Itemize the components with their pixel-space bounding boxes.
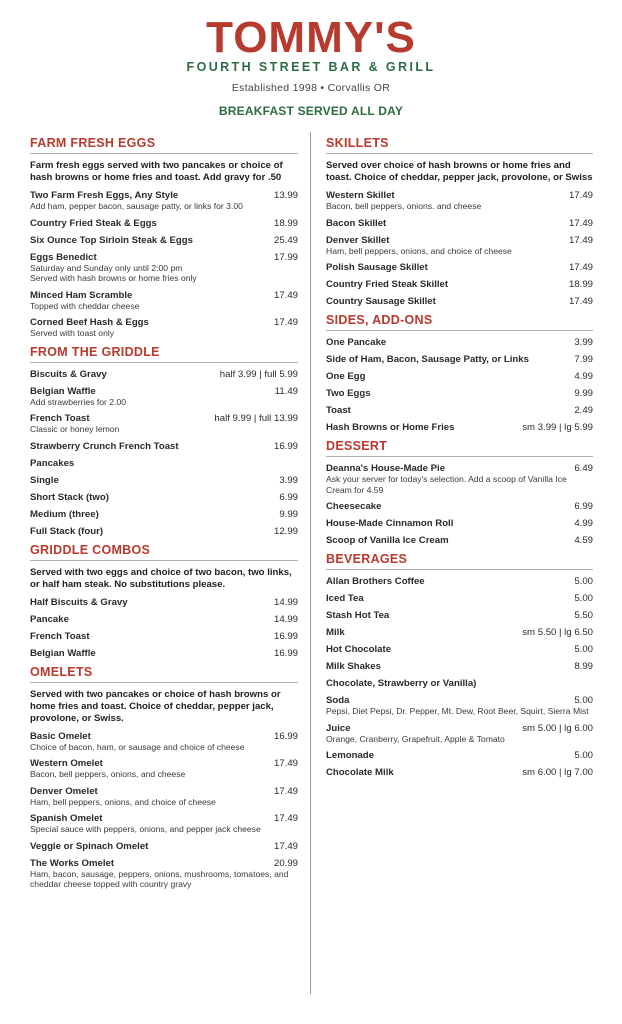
menu-item-price: 17.49 [568, 296, 593, 307]
menu-item-name: One Pancake [326, 337, 387, 348]
menu-item-price: 3.99 [279, 474, 298, 486]
menu-item-price: 9.99 [279, 508, 298, 520]
served-all-day-banner: BREAKFAST SERVED ALL DAY [218, 104, 404, 118]
menu-item-price: 8.99 [574, 661, 593, 672]
menu-item-description: Saturday and Sunday only until 2:00 pm Served with hash browns or home fries only [30, 262, 197, 283]
menu-item-name: Pancake [30, 613, 69, 625]
menu-item [30, 252, 298, 284]
menu-item [326, 337, 593, 348]
section-description: Served with two eggs and choice of two bacon, two links, or half ham steak. No substitutions please. [30, 566, 292, 590]
menu-item-row [326, 337, 593, 348]
menu-item-name: Single [30, 474, 59, 486]
menu-item-row [30, 413, 298, 424]
menu-item-row [326, 610, 593, 621]
menu-section-griddle [30, 345, 298, 537]
menu-item-price: half 3.99 | full 5.99 [219, 368, 298, 380]
menu-item [326, 296, 593, 307]
menu-item-name: Medium (three) [30, 508, 99, 520]
column-divider [310, 132, 311, 994]
menu-item-row [30, 631, 298, 642]
menu-item-name: Chocolate, Strawberry or Vanilla) [326, 678, 477, 689]
menu-item-price: 17.49 [273, 317, 298, 328]
menu-item-row [326, 661, 593, 672]
menu-item-row [30, 235, 298, 246]
menu-item-row [30, 758, 298, 769]
menu-item-row [326, 235, 593, 246]
menu-item-row [326, 354, 593, 365]
menu-item-price: 17.49 [568, 190, 593, 201]
right-column [326, 132, 593, 784]
menu-item-name: Veggie or Spinach Omelet [30, 840, 149, 852]
menu-item-price: 12.99 [273, 525, 298, 537]
menu-item-price: 17.49 [273, 758, 298, 769]
menu-item [30, 731, 298, 753]
menu-item [326, 610, 593, 621]
menu-item-name: Milk [326, 627, 345, 638]
menu-item [326, 405, 593, 416]
menu-item-row [326, 723, 593, 734]
menu-item-name: Full Stack (four) [30, 525, 104, 537]
menu-item [326, 644, 593, 655]
menu-item-row [30, 386, 298, 397]
menu-item-name: Strawberry Crunch French Toast [30, 440, 179, 452]
menu-item-name: Hash Browns or Home Fries [326, 422, 455, 433]
menu-item [326, 535, 593, 546]
menu-item-row [30, 252, 298, 263]
menu-item-row [30, 526, 298, 537]
menu-item-description: Add ham, pepper bacon, sausage patty, or links for 3.00 [30, 201, 243, 211]
section-title: SKILLETS [326, 136, 593, 154]
menu-item-row [326, 576, 593, 587]
menu-item-price: 17.49 [273, 840, 298, 852]
menu-item-price: 4.99 [574, 371, 593, 382]
menu-item-price: 6.99 [279, 491, 298, 503]
menu-item-name: Chocolate Milk [326, 767, 394, 778]
menu-item-description: Ham, bell peppers, onions, and choice of cheese [30, 796, 216, 807]
menu-item [30, 786, 298, 808]
menu-item-price: 20.99 [273, 857, 298, 869]
menu-item-price: 4.59 [574, 535, 593, 546]
menu-item-name: Half Biscuits & Gravy [30, 596, 128, 608]
menu-item-row [326, 627, 593, 638]
menu-item-name: French Toast [30, 630, 90, 642]
menu-item-name: Juice [326, 722, 351, 734]
menu-item [326, 678, 593, 689]
menu-item [30, 813, 298, 835]
menu-item [326, 463, 593, 495]
menu-item-name: Corned Beef Hash & Eggs [30, 317, 149, 328]
menu-item [30, 475, 298, 486]
menu-item-name: Basic Omelet [30, 730, 91, 742]
menu-item [30, 190, 298, 212]
menu-item-name: Short Stack (two) [30, 491, 109, 503]
menu-item-price: 9.99 [574, 388, 593, 399]
menu-item [30, 317, 298, 339]
menu-item-row [326, 405, 593, 416]
menu-item-name: House-Made Cinnamon Roll [326, 518, 454, 529]
brand-logo-text: TOMMY'S [206, 13, 416, 62]
menu-item-price: 14.99 [273, 596, 298, 608]
menu-item-price: 4.99 [574, 518, 593, 529]
menu-item-name: Six Ounce Top Sirloin Steak & Eggs [30, 234, 193, 246]
section-title: GRIDDLE COMBOS [30, 543, 298, 561]
menu-item [326, 695, 593, 717]
menu-item-name: Denver Omelet [30, 785, 98, 797]
menu-item-name: Eggs Benedict [30, 251, 97, 263]
menu-item-price: 6.49 [574, 463, 593, 474]
menu-item-name: Minced Ham Scramble [30, 289, 133, 301]
menu-item-name: Country Fried Steak Skillet [326, 279, 449, 290]
menu-item-name: Iced Tea [326, 593, 364, 604]
menu-item [30, 509, 298, 520]
section-title: OMELETS [30, 665, 298, 683]
menu-item [30, 526, 298, 537]
menu-item-price: 5.00 [574, 750, 593, 761]
menu-item-row [326, 593, 593, 604]
menu-item [326, 501, 593, 512]
menu-item [326, 235, 593, 257]
section-title: FROM THE GRIDDLE [30, 345, 298, 363]
menu-item-price: 17.49 [568, 217, 593, 229]
menu-item-row [326, 262, 593, 273]
menu-item-description: Bacon, bell peppers, onions, and cheese [30, 769, 186, 779]
menu-item [326, 576, 593, 587]
menu-item-price: 18.99 [273, 217, 298, 229]
menu-item-row [30, 218, 298, 229]
section-description: Served over choice of hash browns or home fries and toast. Choice of cheddar, pepper jack, provolone, or Swiss [326, 160, 593, 183]
menu-section-farm [30, 136, 298, 339]
menu-item-row [30, 841, 298, 852]
menu-item [326, 593, 593, 604]
menu-item-price: 17.49 [568, 262, 593, 273]
menu-item-description: Ask your server for today's selection. Add a scoop of Vanilla Ice Cream for 4.59 [326, 474, 567, 495]
menu-item [326, 767, 593, 778]
menu-item-price: 25.49 [273, 234, 298, 246]
menu-item-name: The Works Omelet [30, 857, 115, 869]
established-line: Established 1998 • Corvallis OR [231, 82, 391, 94]
menu-item-price: 17.99 [273, 251, 298, 263]
menu-item-name: Bacon Skillet [326, 217, 387, 229]
menu-item-price: 5.00 [574, 695, 593, 706]
menu-item-name: Western Skillet [326, 190, 395, 201]
menu-item [326, 388, 593, 399]
menu-item-name: Soda [326, 695, 350, 706]
menu-item-row [30, 441, 298, 452]
menu-item-price: half 9.99 | full 13.99 [214, 413, 298, 424]
menu-item [326, 750, 593, 761]
menu-item [326, 279, 593, 290]
menu-item-price: 2.49 [574, 405, 593, 416]
menu-item-description: Classic or honey lemon [30, 424, 120, 434]
menu-item [326, 723, 593, 745]
menu-section-omelets [30, 665, 298, 890]
menu-item-name: Polish Sausage Skillet [326, 262, 428, 273]
menu-item-row [326, 371, 593, 382]
menu-item-name: Pancakes [30, 457, 75, 469]
menu-item-price: 16.99 [273, 440, 298, 452]
menu-item-price: 14.99 [273, 613, 298, 625]
menu-item-name: Milk Shakes [326, 661, 381, 672]
menu-item-description: Ham, bacon, sausage, peppers, onions, mushrooms, tomatoes, and cheddar cheese topped with country gravy [30, 868, 289, 889]
menu-item-description: Topped with cheddar cheese [30, 300, 140, 311]
menu-item-row [30, 786, 298, 797]
menu-item-name: One Egg [326, 371, 366, 382]
menu-item-price: 17.49 [273, 813, 298, 824]
menu-item-name: Scoop of Vanilla Ice Cream [326, 535, 449, 546]
menu-item-price: 17.49 [568, 234, 593, 246]
menu-item-description: Served with toast only [30, 328, 115, 338]
menu-item-row [30, 509, 298, 520]
menu-item-name: Biscuits & Gravy [30, 368, 107, 380]
menu-item-price: 13.99 [273, 190, 298, 201]
menu-item [30, 597, 298, 608]
menu-item-row [326, 750, 593, 761]
menu-item [30, 631, 298, 642]
menu-item [326, 354, 593, 365]
menu-item [326, 518, 593, 529]
menu-item-price: sm 5.50 | lg 6.50 [522, 627, 593, 638]
menu-item-row [30, 813, 298, 824]
menu-item-description: Ham, bell peppers, onions, and choice of cheese [326, 245, 512, 256]
menu-section-dessert [326, 439, 593, 546]
menu-item-price: 3.99 [574, 337, 593, 348]
menu-item-name: French Toast [30, 413, 90, 424]
menu-item-name: Allan Brothers Coffee [326, 576, 425, 587]
menu-item-row [326, 422, 593, 433]
menu-item [30, 458, 298, 469]
menu-item-name: Belgian Waffle [30, 385, 96, 397]
menu-item-row [326, 388, 593, 399]
menu-item-name: Toast [326, 405, 351, 416]
menu-item [326, 661, 593, 672]
menu-item [326, 422, 593, 433]
menu-item-price: 6.99 [574, 501, 593, 512]
menu-item-price: 16.99 [273, 647, 298, 659]
section-title: FARM FRESH EGGS [30, 136, 298, 154]
section-title: BEVERAGES [326, 552, 593, 570]
section-title: DESSERT [326, 439, 593, 457]
menu-item-row [326, 644, 593, 655]
menu-item [30, 758, 298, 780]
menu-item-row [30, 317, 298, 328]
menu-item-name: Side of Ham, Bacon, Sausage Patty, or Links [326, 354, 529, 365]
menu-item-row [30, 475, 298, 486]
section-description: Served with two pancakes or choice of hash browns or home fries and toast. Choice of cheddar, pepper jack, provolone, or Swiss. [30, 688, 281, 724]
menu-item-name: Denver Skillet [326, 234, 390, 246]
menu-item-description: Special sauce with peppers, onions, and pepper jack cheese [30, 824, 261, 834]
menu-item-name: Cheesecake [326, 501, 382, 512]
menu-item-price: 5.00 [574, 593, 593, 604]
menu-item-row [326, 695, 593, 706]
menu-item-row [326, 501, 593, 512]
menu-section-beverages [326, 552, 593, 778]
menu-item [326, 627, 593, 638]
menu-item-row [30, 614, 298, 625]
menu-item-price: 16.99 [273, 730, 298, 742]
menu-item-price: 17.49 [273, 785, 298, 797]
menu-item-row [30, 858, 298, 869]
brand-tagline: FOURTH STREET BAR & GRILL [186, 60, 436, 74]
menu-item-price: 7.99 [574, 354, 593, 365]
menu-item-name: Lemonade [326, 750, 374, 761]
menu-item-row [326, 535, 593, 546]
menu-item-name: Belgian Waffle [30, 647, 96, 659]
menu-item-description: Choice of bacon, ham, or sausage and choice of cheese [30, 741, 245, 752]
menu-item [326, 218, 593, 229]
menu-item-row [326, 518, 593, 529]
menu-item-name: Western Omelet [30, 758, 103, 769]
menu-section-combos [30, 543, 298, 659]
menu-item [30, 413, 298, 435]
menu-item-row [30, 492, 298, 503]
menu-item-name: Country Fried Steak & Eggs [30, 217, 157, 229]
menu-item [30, 648, 298, 659]
menu-section-skillets [326, 136, 593, 307]
menu-item-description: Orange, Cranberry, Grapefruit, Apple & Tomato [326, 733, 505, 744]
menu-item-row [30, 190, 298, 201]
section-description: Farm fresh eggs served with two pancakes or choice of hash browns or home fries and toast. Add gravy for .50 [30, 160, 283, 183]
menu-item [30, 492, 298, 503]
menu-item-row [326, 279, 593, 290]
menu-section-sides [326, 313, 593, 433]
menu-item-description: Add strawberries for 2.00 [30, 396, 127, 407]
menu-item-price: 18.99 [568, 279, 593, 290]
menu-item-row [30, 648, 298, 659]
menu-item-price: sm 6.00 | lg 7.00 [522, 767, 593, 778]
menu-item-price: sm 3.99 | lg 5.99 [522, 422, 593, 433]
menu-item-price: sm 5.00 | lg 6.00 [522, 722, 593, 734]
menu-item-price: 5.00 [574, 644, 593, 655]
menu-item-row [326, 463, 593, 474]
menu-item-row [30, 458, 298, 469]
menu-item [30, 858, 298, 890]
menu-item-name: Stash Hot Tea [326, 610, 390, 621]
menu-item-description: Bacon, bell peppers, onions. and cheese [326, 201, 482, 211]
menu-item-name: Spanish Omelet [30, 813, 103, 824]
menu-item-row [30, 290, 298, 301]
menu-item-price: 5.50 [574, 610, 593, 621]
section-title: SIDES, ADD-ONS [326, 313, 593, 331]
menu-item-row [30, 597, 298, 608]
menu-item [326, 262, 593, 273]
left-column [30, 132, 298, 896]
menu-item-row [326, 190, 593, 201]
menu-item [30, 218, 298, 229]
menu-item-price: 5.00 [574, 576, 593, 587]
menu-header [0, 0, 622, 118]
menu-item-price: 16.99 [273, 630, 298, 642]
menu-item [326, 190, 593, 212]
menu-item-name: Two Farm Fresh Eggs, Any Style [30, 190, 179, 201]
menu-item-row [326, 767, 593, 778]
menu-item-name: Country Sausage Skillet [326, 296, 436, 307]
menu-item-price: 11.49 [274, 385, 298, 397]
menu-item [30, 235, 298, 246]
menu-item [30, 386, 298, 408]
menu-item [30, 841, 298, 852]
menu-item [30, 614, 298, 625]
menu-item-row [326, 678, 593, 689]
menu-item-name: Two Eggs [326, 388, 371, 399]
menu-item-name: Deanna's House-Made Pie [326, 463, 446, 474]
menu-item-description: Pepsi, Diet Pepsi, Dr. Pepper, Mt. Dew, Root Beer, Squirt, Sierra Mist [326, 706, 589, 716]
menu-item-row [326, 296, 593, 307]
menu-item-row [326, 218, 593, 229]
menu-item-price: 17.49 [273, 289, 298, 301]
menu-item-name: Hot Chocolate [326, 644, 392, 655]
menu-item-row [30, 369, 298, 380]
menu-item-row [30, 731, 298, 742]
menu-item [326, 371, 593, 382]
menu-item [30, 441, 298, 452]
menu-item [30, 369, 298, 380]
menu-item [30, 290, 298, 312]
